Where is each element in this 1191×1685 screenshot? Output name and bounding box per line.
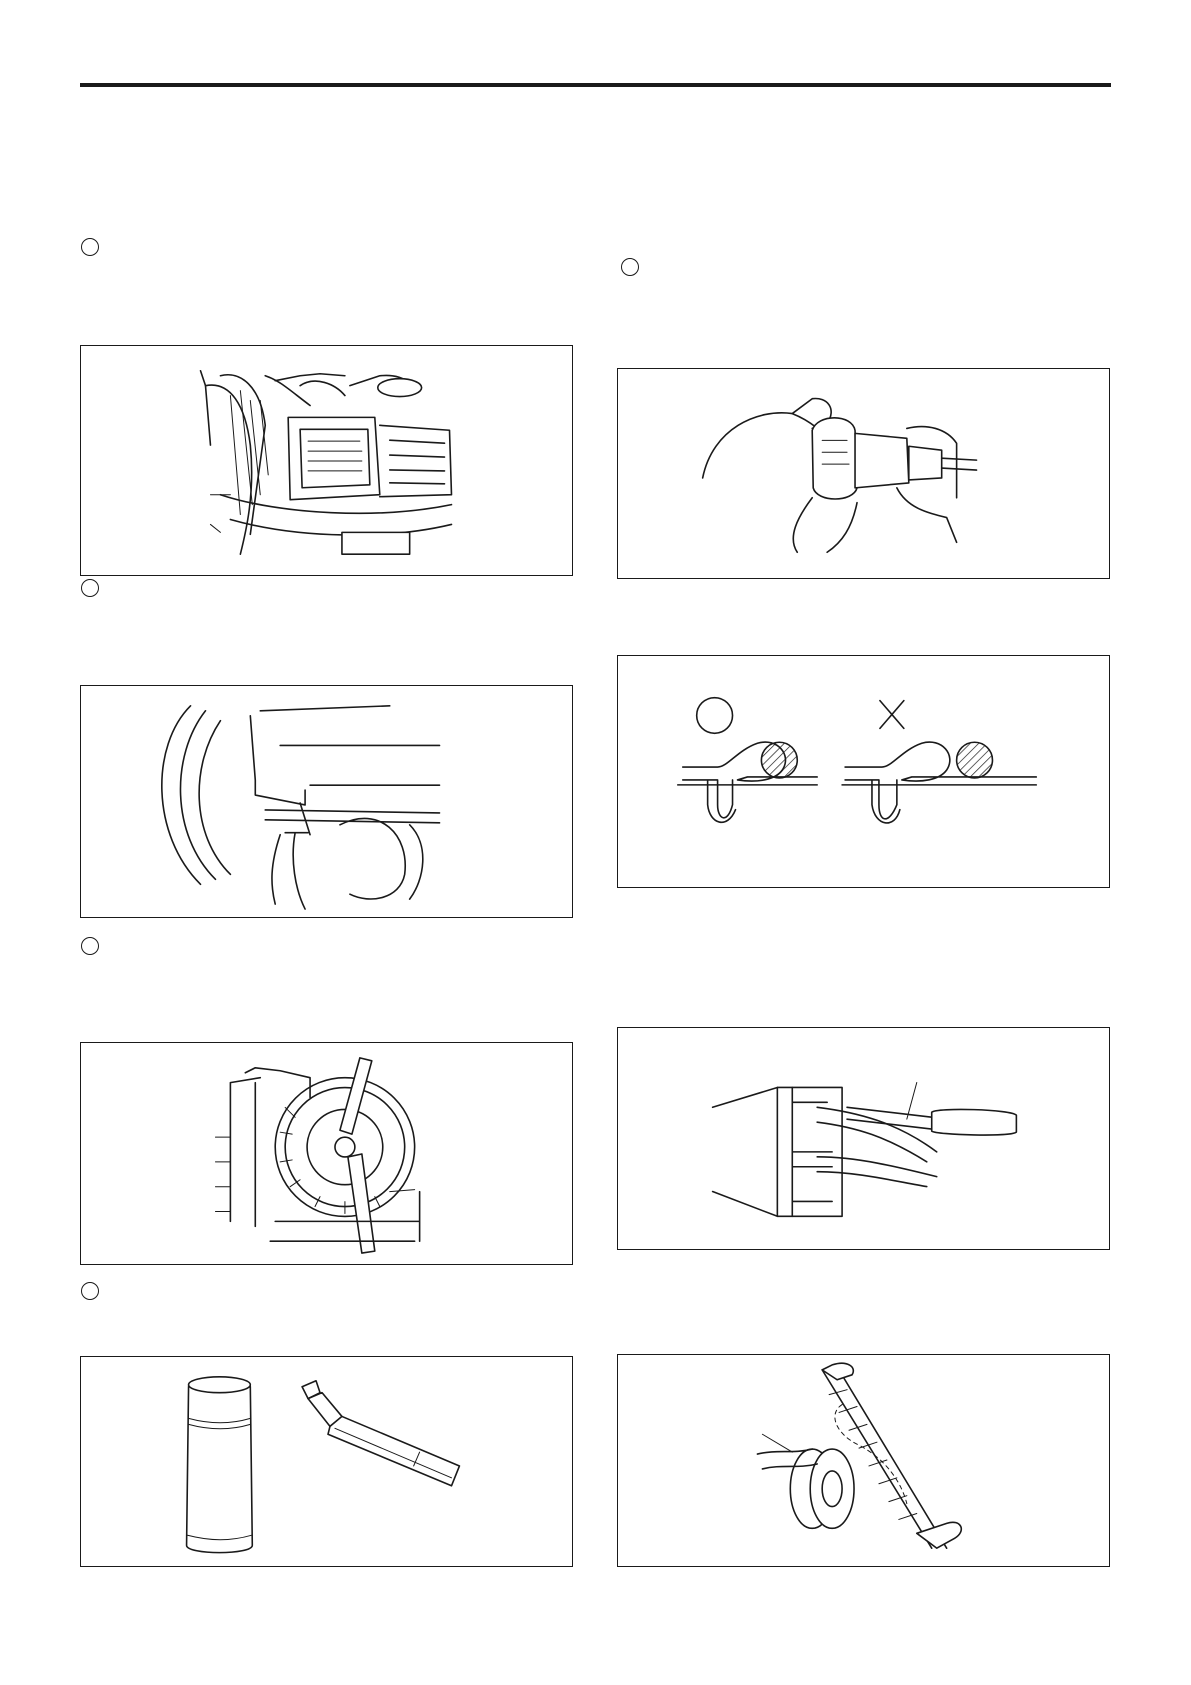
clip-correct-incorrect-illustration bbox=[618, 656, 1109, 887]
headlight-cover-illustration bbox=[81, 346, 572, 575]
wire-harness-probe-illustration bbox=[618, 1028, 1109, 1249]
figure-harness-probe bbox=[617, 1027, 1110, 1250]
circle-bullet-3 bbox=[81, 937, 99, 955]
wrench-on-pulley-illustration bbox=[81, 1043, 572, 1264]
figure-spray-tube bbox=[80, 1356, 573, 1567]
figure-clip bbox=[617, 655, 1110, 888]
figure-jack-placement bbox=[80, 685, 573, 918]
harness-wrap-illustration bbox=[618, 1355, 1109, 1566]
figure-connector bbox=[617, 368, 1110, 579]
jack-placement-illustration bbox=[81, 686, 572, 917]
spray-can-and-tube-illustration bbox=[81, 1357, 572, 1566]
circle-bullet-1 bbox=[81, 238, 99, 256]
circle-bullet-2 bbox=[81, 579, 99, 597]
circle-bullet-5 bbox=[621, 258, 639, 276]
figure-harness-wrap bbox=[617, 1354, 1110, 1567]
figure-wrench-pulley bbox=[80, 1042, 573, 1265]
connector-disconnect-illustration bbox=[618, 369, 1109, 578]
header-rule bbox=[80, 83, 1111, 87]
figure-headlight-cover bbox=[80, 345, 573, 576]
circle-bullet-4 bbox=[81, 1282, 99, 1300]
